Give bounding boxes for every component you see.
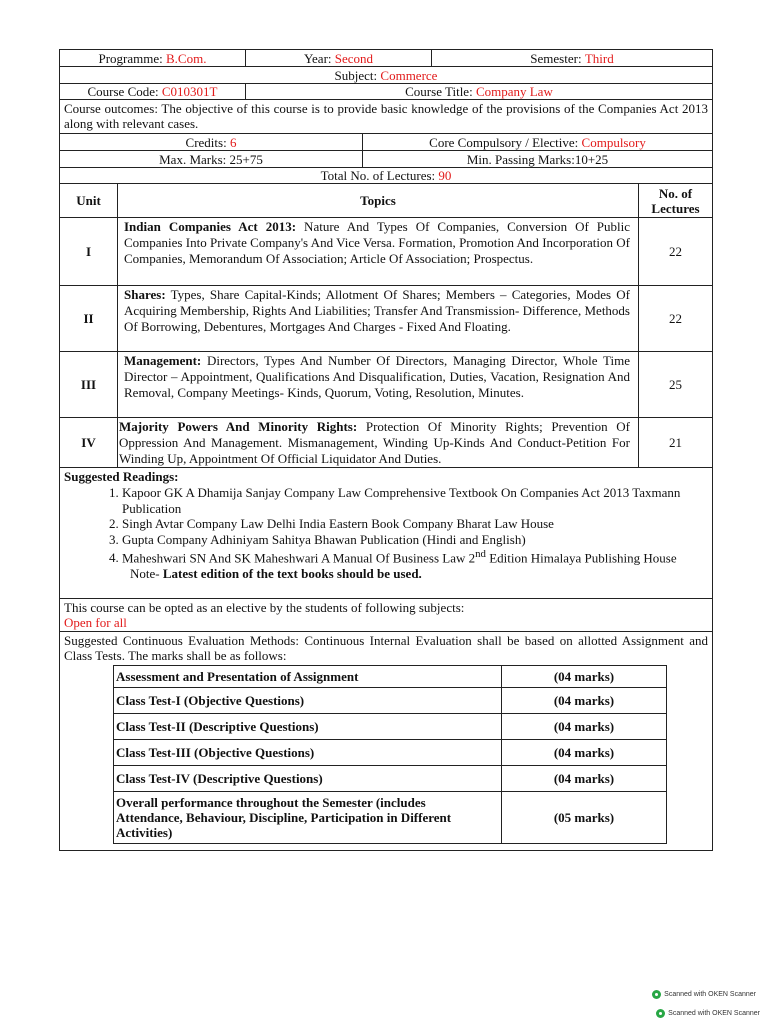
readings-heading: Suggested Readings:	[64, 469, 179, 484]
lectures-column-header: No. of Lectures	[651, 185, 700, 216]
topics-column-header: Topics	[118, 184, 639, 217]
course-code-value: C010301T	[161, 84, 218, 99]
evaluation-item: Class Test-II (Descriptive Questions)	[114, 714, 502, 740]
total-lectures-value: 90	[438, 168, 452, 183]
table-row	[60, 218, 712, 286]
unit-text: Nature And Types Of Companies, Conversion Of Public Companies Into Private Company's And Vice Versa. Formation, Promotion And Incorporation Of Companies, Memorandum Of Association; Article Of Association; Prospectus.	[124, 219, 631, 266]
unit-title: Majority Powers And Minority Rights:	[119, 419, 358, 434]
table-row	[114, 740, 667, 766]
units-table-header	[60, 184, 712, 218]
unit-text: Types, Share Capital-Kinds; Allotment Of Shares; Members – Categories, Modes Of Acquiring Membership, Rights And Liabilities; Transfer And Transmission- Difference, Methods Of Borrowing, Debentures, Mortgages And Charges - Fixed And Floating.	[124, 287, 630, 334]
scanner-logo-icon	[652, 990, 661, 999]
table-row	[114, 714, 667, 740]
credits-cell: Credits: 6	[60, 134, 363, 150]
course-title-cell: Course Title: Company Law	[405, 84, 553, 99]
table-row	[114, 766, 667, 792]
list-item: 2. Singh Avtar Company Law Delhi India Eastern Book Company Bharat Law House	[122, 516, 708, 532]
scanner-logo-icon	[656, 1009, 665, 1018]
credits-value: 6	[229, 134, 237, 150]
evaluation-marks: (05 marks)	[502, 792, 667, 844]
unit-lectures: 22	[669, 311, 682, 326]
list-item: 1. Kapoor GK A Dhamija Sanjay Company Law Comprehensive Textbook On Companies Act 2013 Taxmann Publication	[122, 485, 708, 516]
max-marks: Max. Marks: 25+75	[60, 151, 363, 167]
evaluation-marks: (04 marks)	[502, 714, 667, 740]
evaluation-intro: Suggested Continuous Evaluation Methods: Continuous Internal Evaluation shall be based on allotted Assignment and Class Tests. The marks shall be as follows:	[64, 633, 708, 663]
syllabus-document	[59, 49, 713, 851]
lectures-row	[60, 168, 712, 184]
evaluation-item: Class Test-I (Objective Questions)	[114, 688, 502, 714]
table-row	[114, 666, 667, 688]
unit-text: Directors, Types And Number Of Directors, Managing Director, Whole Time Director – Appointment, Qualifications And Disqualification, Duties, Vacation, Resignation And Removal, Company Meetings- Kinds, Quorum, Voting, Resolution, Minutes.	[124, 353, 630, 400]
unit-title: Shares:	[124, 287, 166, 302]
unit-text: Protection Of Minority Rights; Prevention Of Oppression And Management. Mismanagement, Winding Up-Kinds And Conduct-Petition For Winding Up, Appointment Of Official Liquidator And Duties.	[119, 419, 631, 466]
min-marks: Min. Passing Marks:10+25	[466, 151, 609, 167]
semester-value: Third	[584, 50, 614, 66]
core-cell: Core Compulsory / Elective: Compulsory	[429, 134, 646, 150]
unit-topics	[118, 286, 639, 351]
credits-row	[60, 134, 712, 151]
unit-lectures: 25	[669, 377, 682, 392]
scanner-watermark: Scanned with OKEN Scanner	[652, 990, 756, 999]
open-for-all: Open for all	[64, 615, 127, 630]
total-lectures: Total No. of Lectures: 90	[320, 168, 452, 183]
table-row	[114, 792, 667, 844]
unit-number: II	[60, 286, 118, 351]
unit-number: I	[60, 218, 118, 285]
semester-cell: Semester: Third	[530, 50, 614, 66]
unit-title: Management:	[124, 353, 202, 368]
suggested-readings	[60, 468, 712, 599]
readings-list	[64, 485, 708, 566]
course-row	[60, 84, 712, 100]
evaluation-marks: (04 marks)	[502, 666, 667, 688]
evaluation-table	[113, 665, 667, 844]
unit-lectures: 22	[669, 244, 682, 259]
table-row	[60, 352, 712, 418]
evaluation-marks: (04 marks)	[502, 766, 667, 792]
outcomes-row	[60, 100, 712, 134]
programme-value: B.Com.	[166, 50, 207, 66]
course-code-cell: Course Code: C010301T	[60, 84, 246, 99]
unit-number: IV	[60, 418, 118, 467]
year-value: Second	[334, 50, 374, 66]
course-title-value: Company Law	[475, 84, 553, 99]
evaluation-item: Class Test-IV (Descriptive Questions)	[114, 766, 502, 792]
readings-note: Note- Latest edition of the text books should be used.	[130, 565, 422, 581]
evaluation-marks: (04 marks)	[502, 740, 667, 766]
table-row	[114, 688, 667, 714]
course-outcomes: Course outcomes: The objective of this course is to provide basic knowledge of the provisions of the Companies Act 2013 along with relevant cases.	[64, 101, 708, 131]
scanner-watermark: Scanned with OKEN Scanner	[656, 1009, 760, 1018]
evaluation-item: Class Test-III (Objective Questions)	[114, 740, 502, 766]
unit-topics	[118, 352, 639, 417]
unit-number: III	[60, 352, 118, 417]
subject-cell: Subject: Commerce	[334, 67, 438, 83]
subject-row	[60, 67, 712, 84]
evaluation-item: Overall performance throughout the Semester (includes Attendance, Behaviour, Discipline, Participation in Different Activities)	[114, 792, 502, 844]
unit-topics	[118, 218, 639, 285]
year-cell: Year: Second	[246, 50, 432, 66]
core-value: Compulsory	[581, 134, 646, 150]
unit-lectures: 21	[669, 435, 682, 450]
programme-cell: Programme: B.Com.	[60, 50, 246, 66]
table-row	[60, 286, 712, 352]
unit-topics	[118, 418, 639, 467]
programme-row	[60, 50, 712, 67]
elective-section	[60, 599, 712, 632]
evaluation-section	[60, 632, 712, 844]
evaluation-marks: (04 marks)	[502, 688, 667, 714]
marks-row	[60, 151, 712, 168]
table-row	[60, 418, 712, 468]
evaluation-item: Assessment and Presentation of Assignment	[114, 666, 502, 688]
unit-title: Indian Companies Act 2013:	[124, 219, 297, 234]
list-item: 3. Gupta Company Adhiniyam Sahitya Bhawan Publication (Hindi and English)	[122, 532, 708, 548]
unit-column-header: Unit	[60, 184, 118, 217]
list-item: 4. Maheshwari SN And SK Maheshwari A Manual Of Business Law 2nd Edition Himalaya Publishing House	[122, 547, 708, 566]
elective-text: This course can be opted as an elective by the students of following subjects:	[64, 600, 465, 615]
subject-value: Commerce	[380, 67, 438, 83]
